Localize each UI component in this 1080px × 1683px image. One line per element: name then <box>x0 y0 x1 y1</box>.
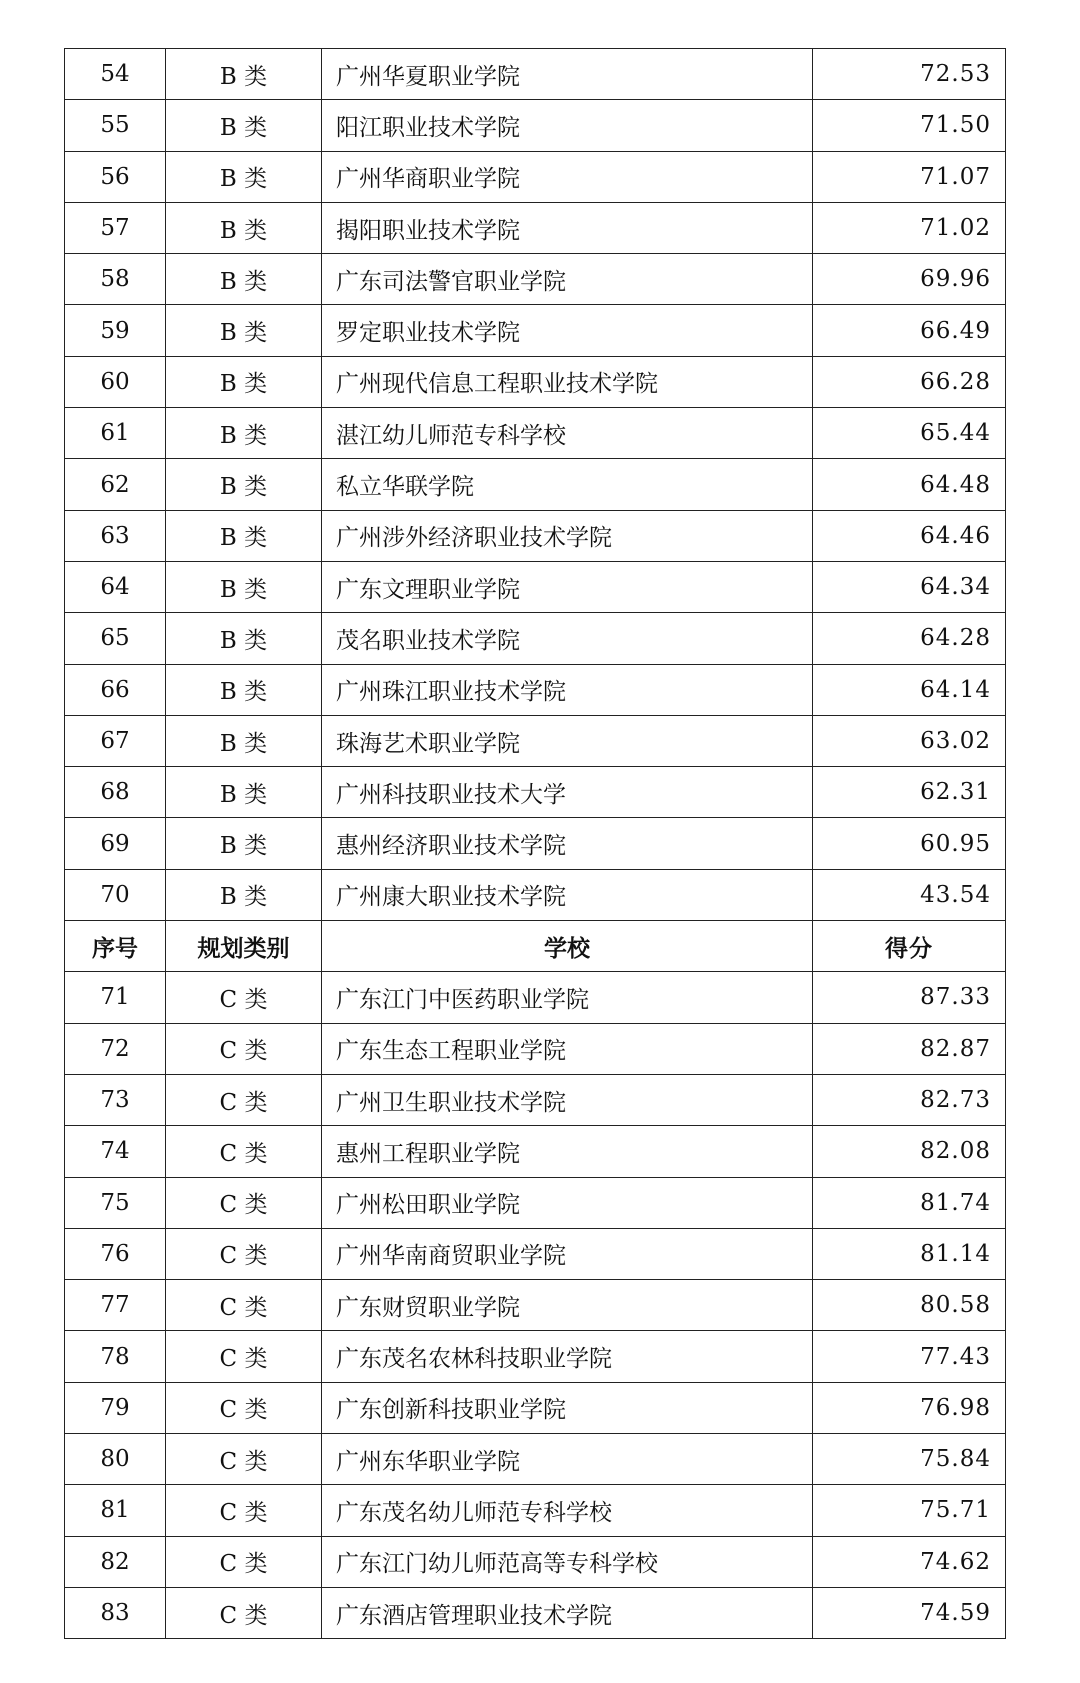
row-number: 78 <box>65 1331 166 1382</box>
header-category: 规划类别 <box>166 921 322 972</box>
table-row <box>65 1485 1006 1536</box>
row-number: 68 <box>65 767 166 818</box>
school-name-cell: 私立华联学院 <box>322 459 813 510</box>
row-number: 80 <box>65 1434 166 1485</box>
score-cell: 71.50 <box>813 100 1006 151</box>
score-cell: 71.07 <box>813 151 1006 202</box>
category-cell: B 类 <box>166 151 322 202</box>
table-row <box>65 1126 1006 1177</box>
school-name-cell: 广东生态工程职业学院 <box>322 1023 813 1074</box>
table-row <box>65 151 1006 202</box>
category-cell: C 类 <box>166 1485 322 1536</box>
row-number: 63 <box>65 510 166 561</box>
school-name-cell: 广州珠江职业技术学院 <box>322 664 813 715</box>
score-cell: 87.33 <box>813 972 1006 1023</box>
category-cell: B 类 <box>166 202 322 253</box>
category-cell: C 类 <box>166 1587 322 1638</box>
table-row <box>65 1023 1006 1074</box>
category-cell: C 类 <box>166 1434 322 1485</box>
row-number: 72 <box>65 1023 166 1074</box>
table-row <box>65 100 1006 151</box>
school-name-cell: 广东司法警官职业学院 <box>322 254 813 305</box>
row-number: 66 <box>65 664 166 715</box>
table-row <box>65 1280 1006 1331</box>
row-number: 74 <box>65 1126 166 1177</box>
score-cell: 72.53 <box>813 49 1006 100</box>
category-cell: C 类 <box>166 1074 322 1125</box>
score-cell: 66.49 <box>813 305 1006 356</box>
row-number: 79 <box>65 1382 166 1433</box>
school-name-cell: 广州卫生职业技术学院 <box>322 1074 813 1125</box>
score-cell: 74.62 <box>813 1536 1006 1587</box>
table-row <box>65 869 1006 920</box>
category-cell: C 类 <box>166 1177 322 1228</box>
row-number: 61 <box>65 408 166 459</box>
score-cell: 81.74 <box>813 1177 1006 1228</box>
row-number: 82 <box>65 1536 166 1587</box>
category-cell: B 类 <box>166 869 322 920</box>
table-row <box>65 818 1006 869</box>
school-name-cell: 广东茂名农林科技职业学院 <box>322 1331 813 1382</box>
school-name-cell: 湛江幼儿师范专科学校 <box>322 408 813 459</box>
category-cell: B 类 <box>166 100 322 151</box>
score-cell: 82.08 <box>813 1126 1006 1177</box>
school-name-cell: 惠州经济职业技术学院 <box>322 818 813 869</box>
row-number: 83 <box>65 1587 166 1638</box>
table-row <box>65 49 1006 100</box>
score-cell: 75.84 <box>813 1434 1006 1485</box>
table-row <box>65 1177 1006 1228</box>
score-cell: 69.96 <box>813 254 1006 305</box>
header-num: 序号 <box>65 921 166 972</box>
score-table <box>64 48 1006 1639</box>
score-cell: 63.02 <box>813 715 1006 766</box>
score-cell: 81.14 <box>813 1228 1006 1279</box>
table-row <box>65 356 1006 407</box>
score-cell: 64.34 <box>813 561 1006 612</box>
table-row <box>65 613 1006 664</box>
score-cell: 76.98 <box>813 1382 1006 1433</box>
table-row <box>65 1434 1006 1485</box>
category-cell: B 类 <box>166 459 322 510</box>
school-name-cell: 广州康大职业技术学院 <box>322 869 813 920</box>
school-name-cell: 揭阳职业技术学院 <box>322 202 813 253</box>
table-row <box>65 1382 1006 1433</box>
score-cell: 60.95 <box>813 818 1006 869</box>
category-cell: B 类 <box>166 49 322 100</box>
category-cell: C 类 <box>166 1536 322 1587</box>
score-cell: 64.28 <box>813 613 1006 664</box>
school-name-cell: 广东江门幼儿师范高等专科学校 <box>322 1536 813 1587</box>
category-cell: C 类 <box>166 972 322 1023</box>
school-name-cell: 广东酒店管理职业技术学院 <box>322 1587 813 1638</box>
table-row <box>65 1587 1006 1638</box>
table-row <box>65 254 1006 305</box>
category-cell: B 类 <box>166 613 322 664</box>
score-cell: 74.59 <box>813 1587 1006 1638</box>
school-name-cell: 茂名职业技术学院 <box>322 613 813 664</box>
score-cell: 71.02 <box>813 202 1006 253</box>
category-cell: B 类 <box>166 818 322 869</box>
row-number: 71 <box>65 972 166 1023</box>
school-name-cell: 广东财贸职业学院 <box>322 1280 813 1331</box>
row-number: 56 <box>65 151 166 202</box>
table-row <box>65 1228 1006 1279</box>
table-header-row <box>65 921 1006 972</box>
row-number: 77 <box>65 1280 166 1331</box>
school-name-cell: 罗定职业技术学院 <box>322 305 813 356</box>
score-cell: 75.71 <box>813 1485 1006 1536</box>
table-row <box>65 202 1006 253</box>
school-name-cell: 广州松田职业学院 <box>322 1177 813 1228</box>
table-row <box>65 715 1006 766</box>
score-cell: 64.46 <box>813 510 1006 561</box>
category-cell: C 类 <box>166 1382 322 1433</box>
category-cell: B 类 <box>166 664 322 715</box>
row-number: 69 <box>65 818 166 869</box>
school-name-cell: 广州涉外经济职业技术学院 <box>322 510 813 561</box>
row-number: 81 <box>65 1485 166 1536</box>
school-name-cell: 广东茂名幼儿师范专科学校 <box>322 1485 813 1536</box>
school-name-cell: 广东文理职业学院 <box>322 561 813 612</box>
row-number: 57 <box>65 202 166 253</box>
table-row <box>65 408 1006 459</box>
category-cell: B 类 <box>166 254 322 305</box>
school-name-cell: 阳江职业技术学院 <box>322 100 813 151</box>
score-cell: 82.73 <box>813 1074 1006 1125</box>
row-number: 73 <box>65 1074 166 1125</box>
score-cell: 66.28 <box>813 356 1006 407</box>
category-cell: B 类 <box>166 305 322 356</box>
school-name-cell: 广东江门中医药职业学院 <box>322 972 813 1023</box>
category-cell: B 类 <box>166 356 322 407</box>
row-number: 67 <box>65 715 166 766</box>
score-cell: 43.54 <box>813 869 1006 920</box>
row-number: 70 <box>65 869 166 920</box>
table-row <box>65 1074 1006 1125</box>
table-row <box>65 767 1006 818</box>
score-cell: 82.87 <box>813 1023 1006 1074</box>
category-cell: B 类 <box>166 767 322 818</box>
category-cell: C 类 <box>166 1280 322 1331</box>
score-cell: 62.31 <box>813 767 1006 818</box>
score-cell: 64.14 <box>813 664 1006 715</box>
header-score: 得分 <box>813 921 1006 972</box>
score-cell: 65.44 <box>813 408 1006 459</box>
row-number: 65 <box>65 613 166 664</box>
category-cell: B 类 <box>166 561 322 612</box>
category-cell: B 类 <box>166 510 322 561</box>
score-cell: 80.58 <box>813 1280 1006 1331</box>
school-name-cell: 广州华商职业学院 <box>322 151 813 202</box>
table-row <box>65 510 1006 561</box>
category-cell: C 类 <box>166 1228 322 1279</box>
table-row <box>65 1536 1006 1587</box>
table-row <box>65 664 1006 715</box>
table-row <box>65 972 1006 1023</box>
category-cell: C 类 <box>166 1331 322 1382</box>
score-cell: 77.43 <box>813 1331 1006 1382</box>
school-name-cell: 广州华夏职业学院 <box>322 49 813 100</box>
school-name-cell: 广州现代信息工程职业技术学院 <box>322 356 813 407</box>
school-name-cell: 广州东华职业学院 <box>322 1434 813 1485</box>
row-number: 58 <box>65 254 166 305</box>
table-row <box>65 305 1006 356</box>
category-cell: C 类 <box>166 1023 322 1074</box>
school-name-cell: 广州科技职业技术大学 <box>322 767 813 818</box>
row-number: 59 <box>65 305 166 356</box>
row-number: 54 <box>65 49 166 100</box>
row-number: 55 <box>65 100 166 151</box>
school-name-cell: 广东创新科技职业学院 <box>322 1382 813 1433</box>
score-cell: 64.48 <box>813 459 1006 510</box>
header-school: 学校 <box>322 921 813 972</box>
row-number: 60 <box>65 356 166 407</box>
table-row <box>65 561 1006 612</box>
row-number: 75 <box>65 1177 166 1228</box>
row-number: 64 <box>65 561 166 612</box>
table-row <box>65 459 1006 510</box>
row-number: 76 <box>65 1228 166 1279</box>
school-name-cell: 珠海艺术职业学院 <box>322 715 813 766</box>
row-number: 62 <box>65 459 166 510</box>
category-cell: B 类 <box>166 408 322 459</box>
category-cell: B 类 <box>166 715 322 766</box>
school-name-cell: 惠州工程职业学院 <box>322 1126 813 1177</box>
school-name-cell: 广州华南商贸职业学院 <box>322 1228 813 1279</box>
table-row <box>65 1331 1006 1382</box>
category-cell: C 类 <box>166 1126 322 1177</box>
